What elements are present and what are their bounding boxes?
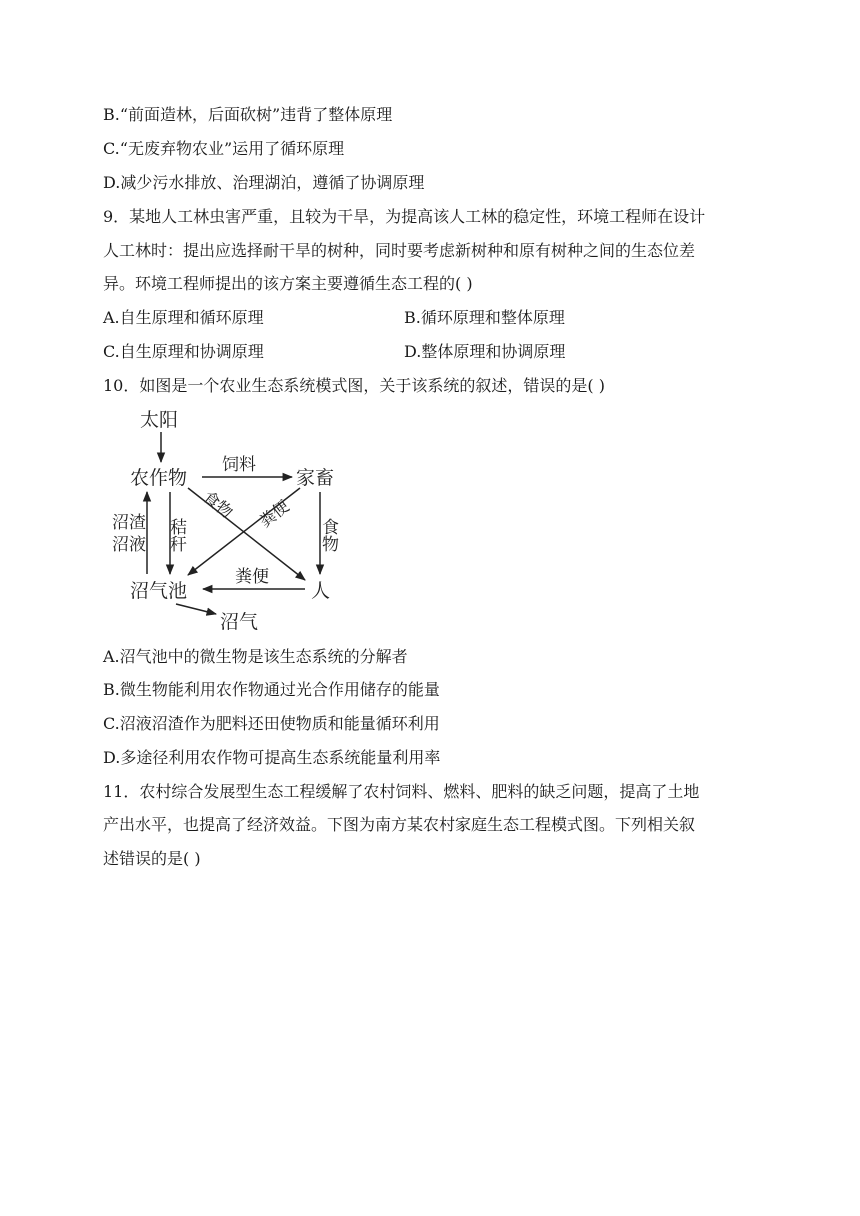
label-manure-bottom: 粪便 — [235, 567, 269, 587]
q10-option-c: C.沼液沼渣作为肥料还田使物质和能量循环利用 — [103, 714, 440, 733]
q9-stem-line2: 人工林时：提出应选择耐干旱的树种，同时要考虑新树种和原有树种之间的生态位差 — [103, 241, 696, 260]
q10-option-d: D.多途径利用农作物可提高生态系统能量利用率 — [103, 748, 441, 767]
label-liquid: 沼液 — [112, 535, 146, 555]
q11-stem-line3: 述错误的是( ) — [103, 849, 201, 868]
q10-option-a: A.沼气池中的微生物是该生态系统的分解者 — [103, 647, 408, 666]
label-food-diagonal: 食物 — [199, 487, 237, 522]
node-human: 人 — [311, 580, 331, 602]
node-biogas-pit: 沼气池 — [130, 580, 188, 602]
node-livestock: 家畜 — [296, 467, 335, 489]
q8-option-c: C.“无废弃物农业”运用了循环原理 — [103, 139, 345, 158]
ecosystem-diagram — [100, 400, 380, 636]
q8-option-b: B.“前面造林，后面砍树”违背了整体原理 — [103, 105, 393, 124]
arrow-biogas-pit-biogas — [176, 604, 216, 614]
q9-option-b: B.循环原理和整体原理 — [404, 308, 565, 327]
label-food-vertical: 食物 — [318, 518, 338, 552]
q9-option-a: A.自生原理和循环原理 — [103, 308, 264, 327]
label-straw: 秸秆 — [166, 518, 186, 552]
label-residue: 沼渣 — [112, 513, 146, 533]
label-feed: 饲料 — [222, 455, 256, 475]
node-biogas: 沼气 — [220, 611, 259, 633]
q10-option-b: B.微生物能利用农作物通过光合作用储存的能量 — [103, 680, 440, 699]
q9-option-c: C.自生原理和协调原理 — [103, 342, 264, 361]
q11-stem-line1: 11．农村综合发展型生态工程缓解了农村饲料、燃料、肥料的缺乏问题，提高了土地 — [103, 782, 700, 801]
q11-stem-line2: 产出水平，也提高了经济效益。下图为南方某农村家庭生态工程模式图。下列相关叙 — [103, 815, 696, 834]
q10-stem: 10．如图是一个农业生态系统模式图，关于该系统的叙述，错误的是( ) — [103, 376, 605, 395]
q9-stem-line3: 异。环境工程师提出的该方案主要遵循生态工程的( ) — [103, 274, 473, 293]
label-manure-diagonal: 粪便 — [255, 496, 293, 532]
node-crops: 农作物 — [130, 467, 188, 489]
node-sun: 太阳 — [140, 409, 179, 431]
q9-option-d: D.整体原理和协调原理 — [404, 342, 566, 361]
q8-option-d: D.减少污水排放、治理湖泊，遵循了协调原理 — [103, 173, 425, 192]
q9-stem-line1: 9．某地人工林虫害严重，且较为干旱，为提高该人工林的稳定性，环境工程师在设计 — [103, 207, 706, 226]
